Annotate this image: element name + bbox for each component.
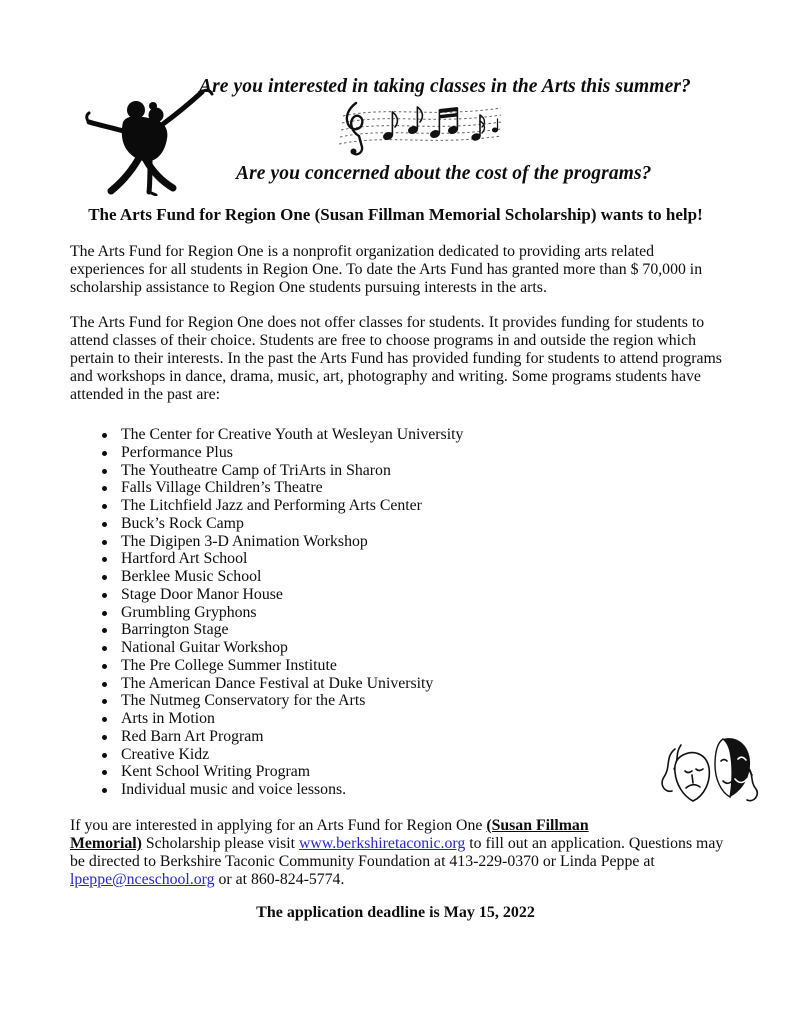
question-heading-cost: Are you concerned about the cost of the programs? (236, 163, 652, 184)
music-notes-icon (333, 99, 508, 161)
list-item: The Litchfield Jazz and Performing Arts Center (100, 497, 620, 515)
list-item: Individual music and voice lessons. (100, 781, 620, 799)
theater-masks-icon (653, 731, 763, 819)
list-item: The Nutmeg Conservatory for the Arts (100, 692, 620, 710)
closing-text: to fill out an application. Questions may be directed to Berkshire Taconic Community Foundation at 413-229-0370 or Linda Peppe at (70, 834, 724, 870)
scholarship-name-emphasis: (Susan Fillman (486, 817, 589, 834)
list-item: Grumbling Gryphons (100, 604, 620, 622)
list-item: Creative Kidz (100, 746, 620, 764)
list-item: Performance Plus (100, 444, 620, 462)
list-item: Berklee Music School (100, 568, 620, 586)
list-item: The American Dance Festival at Duke University (100, 675, 620, 693)
question-heading-summer: Are you interested in taking classes in the Arts this summer? (199, 76, 691, 97)
application-deadline: The application deadline is May 15, 2022 (256, 904, 535, 921)
scholarship-subheading: The Arts Fund for Region One (Susan Fillman Memorial Scholarship) wants to help! (88, 205, 703, 224)
paragraph-how-to-apply (70, 817, 728, 889)
list-item: Stage Door Manor House (100, 586, 620, 604)
scholarship-name-emphasis: Memorial) (70, 834, 142, 852)
list-item: Hartford Art School (100, 550, 620, 568)
list-item: Arts in Motion (100, 710, 620, 728)
programs-list (100, 426, 620, 799)
dancers-icon (83, 84, 228, 196)
list-item: The Digipen 3-D Animation Workshop (100, 533, 620, 551)
list-item: Barrington Stage (100, 621, 620, 639)
paragraph-fund-intro: The Arts Fund for Region One is a nonprofit organization dedicated to providing arts related experiences for all students in Region One. To date the Arts Fund has granted more than $ 70,000 in scholarship assistance to Region One students pursuing interests in the arts. (70, 243, 703, 296)
list-item: The Youtheatre Camp of TriArts in Sharon (100, 462, 620, 480)
lpeppe-email-link[interactable]: lpeppe@nceschool.org (70, 870, 215, 888)
list-item: The Pre College Summer Institute (100, 657, 620, 675)
list-item: The Center for Creative Youth at Wesleyan University (100, 426, 620, 444)
closing-text: If you are interested in applying for an Arts Fund for Region One (70, 817, 487, 834)
paragraph-fund-detail: The Arts Fund for Region One does not offer classes for students. It provides funding for students to attend classes of their choice. Students are free to choose programs in and outside the region which pertain to their interests. In the past the Arts Fund has provided funding for students to attend programs and workshops in dance, drama, music, art, photography and writing. Some programs students have attended in the past are: (70, 314, 722, 403)
closing-text: or at 860-824-5774. (214, 870, 345, 888)
closing-text: Scholarship please visit (141, 834, 300, 852)
berkshiretaconic-link[interactable]: www.berkshiretaconic.org (299, 834, 466, 852)
list-item: Falls Village Children’s Theatre (100, 479, 620, 497)
list-item: Buck’s Rock Camp (100, 515, 620, 533)
list-item: Red Barn Art Program (100, 728, 620, 746)
list-item: National Guitar Workshop (100, 639, 620, 657)
list-item: Kent School Writing Program (100, 763, 620, 781)
